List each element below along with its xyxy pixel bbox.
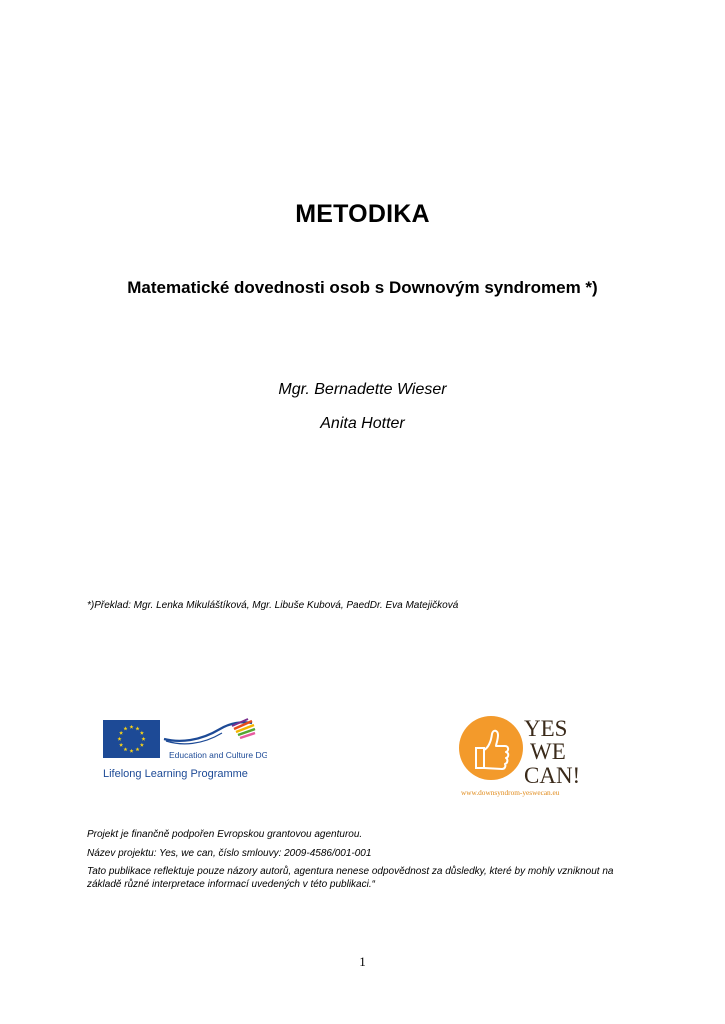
document-subtitle: Matematické dovednosti osob s Downovým syndromem *)	[127, 278, 598, 297]
yes-we-can-logo	[458, 712, 593, 800]
eu-programme-label: Lifelong Learning Programme	[103, 768, 248, 780]
eu-dg-label: Education and Culture DG	[169, 750, 267, 760]
yes-text: YES	[524, 716, 568, 741]
document-title: METODIKA	[295, 200, 430, 228]
can-text: CAN!	[524, 763, 581, 788]
disclaimer-note: Tato publikace reflektuje pouze názory autorů, agentura nenese odpovědnost za důsledky, které by mohly vzniknout na základě různé interpretace informací uvedených v této publikaci.“	[87, 866, 614, 890]
we-text: WE	[530, 739, 566, 764]
website-url: www.downsyndrom-yeswecan.eu	[461, 788, 560, 797]
project-note: Název projektu: Yes, we can, číslo smlouvy: 2009-4586/001-001	[87, 848, 372, 859]
eu-flag-icon	[102, 717, 267, 783]
translation-note: *)Překlad: Mgr. Lenka Mikuláštíková, Mgr. Libuše Kubová, PaedDr. Eva Matejičková	[87, 600, 459, 611]
author-name: Anita Hotter	[320, 415, 405, 432]
eu-lifelong-learning-logo	[102, 717, 267, 783]
author-name: Mgr. Bernadette Wieser	[278, 381, 447, 398]
page-number: 1	[359, 954, 366, 969]
funding-note: Projekt je finančně podpořen Evropskou grantovou agenturou.	[87, 829, 363, 840]
